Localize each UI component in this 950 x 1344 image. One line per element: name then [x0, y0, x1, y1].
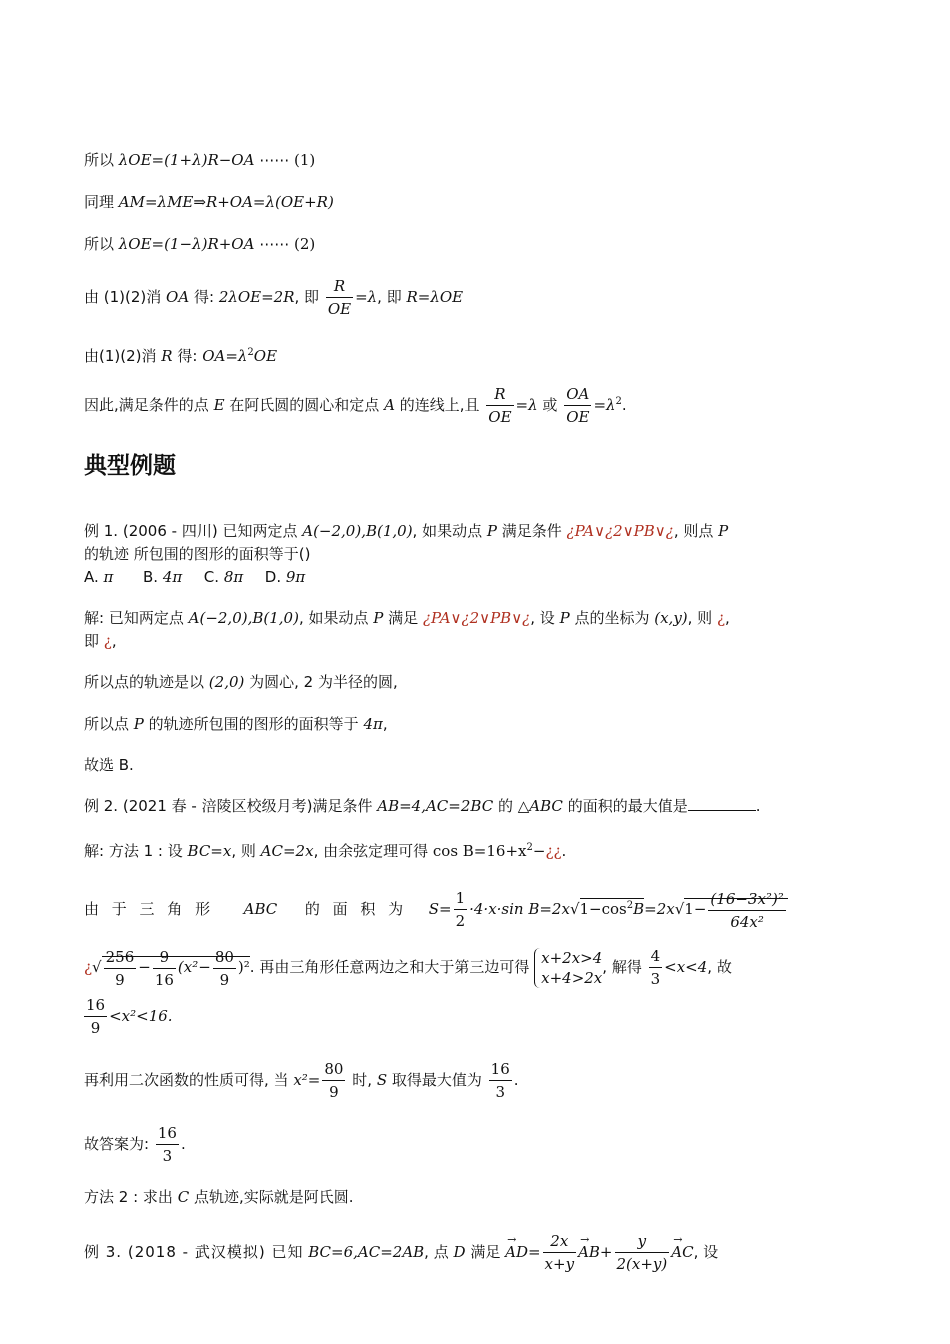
numerator: 1: [454, 887, 468, 910]
text: 在阿氏圆的圆心和定点: [229, 396, 380, 414]
formula: OE: [253, 347, 278, 365]
formula: <x²<16.: [109, 1007, 173, 1025]
text: 故答案为:: [84, 1135, 150, 1153]
formula: BC=6,AC=2AB: [308, 1243, 425, 1261]
denominator: x+y: [544, 1255, 575, 1273]
formula: =λ: [593, 396, 616, 414]
text: 所以点: [84, 715, 130, 733]
derivation-line-2: [84, 191, 866, 213]
formula: A(−2,0),B(1,0): [188, 609, 299, 627]
formula: ABC: [243, 900, 278, 918]
radical-sign: √: [674, 900, 685, 918]
denominator: 9: [90, 1019, 101, 1037]
text: ,: [382, 715, 388, 733]
formula: ¿: [716, 609, 726, 627]
option-a-label: A.: [84, 568, 99, 586]
denominator: 9: [115, 970, 125, 989]
text: , 则点: [673, 522, 714, 540]
numerator: 9: [153, 946, 176, 969]
formula: <x<4: [664, 958, 708, 976]
equation-label: ⋯⋯ (1): [259, 151, 316, 169]
fraction: [649, 945, 663, 990]
superscript: 2: [526, 842, 533, 853]
text: 所以点的轨迹是以: [84, 673, 205, 691]
numerator: R: [486, 383, 513, 406]
numerator: (16−3x²)²: [708, 888, 785, 911]
solution-label: 解:: [84, 609, 105, 627]
formula: AC=2x: [260, 842, 314, 860]
text: 例 3. (2018 - 武汉模拟) 已知: [84, 1243, 304, 1261]
superscript: 2: [626, 900, 634, 911]
solution-2-max-line: [84, 1058, 866, 1103]
formula: ¿PA∨¿2∨PB∨¿: [422, 609, 531, 627]
solution-1-line-3: [84, 671, 866, 693]
vector: → AB: [578, 1229, 600, 1275]
vector: → AD: [505, 1229, 528, 1275]
formula: BC=x: [187, 842, 232, 860]
formula: AB=4,AC=2BC: [377, 797, 494, 815]
radical-sign: √: [92, 958, 102, 976]
answer-blank: [688, 796, 756, 811]
option-d-value: 9π: [285, 568, 306, 586]
solution-label: 解:: [84, 842, 105, 860]
formula: B: [633, 900, 645, 918]
text: , 设: [530, 609, 555, 627]
text: , 即: [294, 288, 320, 306]
text: , 则: [231, 842, 256, 860]
fraction: [543, 1230, 577, 1275]
text: 因此,满足条件的点: [84, 396, 209, 414]
text: 的: [497, 797, 513, 815]
solution-1-line-4: [84, 713, 866, 735]
text: 由 于 三 角 形: [84, 900, 215, 918]
denominator: 2(x+y): [616, 1255, 668, 1273]
text: ,: [111, 632, 117, 650]
formula: x²=: [293, 1071, 321, 1089]
superscript: 2: [247, 347, 254, 358]
formula: R: [161, 347, 173, 365]
denominator: 3: [495, 1083, 505, 1101]
option-b-value: 4π: [162, 568, 183, 586]
formula: =λ: [515, 396, 538, 414]
option-c-value: 8π: [223, 568, 244, 586]
option-d-label: D.: [264, 568, 282, 586]
solution-2-method-2: [84, 1186, 866, 1208]
inequality: x+2x>4: [541, 948, 603, 967]
text: 所以: [84, 235, 115, 253]
text: 点的坐标为: [574, 609, 650, 627]
formula: cos B=16+x: [432, 842, 527, 860]
formula: −: [532, 842, 546, 860]
text: .: [755, 797, 761, 815]
text: 由 (1)(2)消: [84, 288, 162, 306]
formula: =: [527, 1243, 541, 1261]
example-1-options: [84, 566, 866, 588]
text: 的轨迹所包围的图形的面积等于: [148, 715, 359, 733]
text: 时,: [352, 1071, 373, 1089]
text: 得:: [177, 347, 198, 365]
fraction: [156, 1122, 179, 1167]
formula: +: [599, 1243, 613, 1261]
text: 的连线上,且: [399, 396, 480, 414]
solution-2-radical-line: [84, 944, 866, 991]
radicand: [102, 947, 250, 989]
formula: ¿PA∨¿2∨PB∨¿: [566, 522, 674, 540]
formula: λOE=(1−λ)R+OA: [118, 235, 255, 253]
text: , 故: [707, 958, 732, 976]
section-heading: 典型例题: [84, 453, 176, 479]
radicand: [684, 889, 788, 931]
equation-label: ⋯⋯ (2): [259, 235, 316, 253]
text: 所以: [84, 151, 115, 169]
formula: S=: [428, 900, 452, 918]
text: 由(1)(2)消: [84, 347, 157, 365]
text: 的面积的最大值是: [567, 797, 688, 815]
text: 即: [84, 632, 100, 650]
option-a-value: π: [103, 568, 114, 586]
text: .: [561, 842, 567, 860]
text: .: [180, 1135, 186, 1153]
example-2-line: [84, 795, 866, 817]
text: 或: [542, 396, 558, 414]
denominator: 3: [650, 970, 661, 988]
solution-1-line-5: 故选 B.: [84, 756, 134, 774]
fraction: [615, 1230, 670, 1275]
text: 例 2. (2021 春 - 涪陵区校级月考)满足条件: [84, 797, 373, 815]
example-1-line-1: [84, 520, 866, 542]
text: , 设: [693, 1243, 719, 1261]
formula: =λ: [355, 288, 378, 306]
inequality-system: [534, 948, 602, 988]
derivation-line-3: [84, 233, 866, 255]
text: ,: [725, 609, 730, 627]
fraction: [489, 1058, 512, 1103]
formula: P: [718, 522, 729, 540]
formula: P: [133, 715, 144, 733]
fraction: [153, 946, 176, 991]
formula: OA=λ: [202, 347, 248, 365]
text: , 则: [687, 609, 713, 627]
text: , 如果动点: [298, 609, 369, 627]
numerator: 256: [104, 946, 137, 969]
solution-2-answer-line: [84, 1122, 866, 1167]
formula: D: [453, 1243, 466, 1261]
text: 同理: [84, 193, 115, 211]
inequality: x+4>2x: [541, 968, 603, 987]
derivation-line-1: [84, 149, 866, 171]
formula: C: [177, 1188, 190, 1206]
formula: A(−2,0),B(1,0): [302, 522, 413, 540]
text: 满足条件: [501, 522, 562, 540]
formula: P: [559, 609, 570, 627]
derivation-line-6: [84, 383, 866, 428]
formula: ¿: [84, 958, 93, 976]
formula: P: [486, 522, 497, 540]
formula: 1−cos: [579, 900, 627, 918]
solution-1-line-1: [84, 607, 866, 629]
numerator: 16: [156, 1122, 179, 1145]
fraction: [104, 946, 137, 991]
option-c-label: C.: [203, 568, 220, 586]
fraction: [564, 383, 591, 428]
text: 再利用二次函数的性质可得, 当: [84, 1071, 289, 1089]
radicand: [580, 898, 645, 918]
solution-1-line-2: [84, 630, 866, 652]
solution-2-range-line: [84, 994, 866, 1039]
text: 方法 1 : 设: [108, 842, 183, 860]
option-b-label: B.: [142, 568, 159, 586]
fraction: [84, 994, 107, 1039]
text: 方法 2 : 求出: [84, 1188, 173, 1206]
numerator: 16: [489, 1058, 512, 1081]
vector: → AC: [671, 1229, 693, 1275]
numerator: 80: [213, 946, 236, 969]
derivation-line-5: [84, 342, 866, 367]
text: 例 1. (2006 - 四川) 已知两定点: [84, 522, 298, 540]
numerator: 2x: [543, 1230, 577, 1253]
formula: R=λOE: [406, 288, 464, 306]
formula: 2λOE=2R: [218, 288, 295, 306]
text: .: [513, 1071, 519, 1089]
formula: 4π: [363, 715, 383, 733]
text: , 由余弦定理可得: [313, 842, 429, 860]
fraction: [322, 1058, 345, 1103]
text: 满足: [470, 1243, 501, 1261]
text: 的 面 积 为: [304, 900, 408, 918]
text: 得:: [193, 288, 215, 306]
denominator: 64x²: [730, 912, 764, 931]
text: , 即: [377, 288, 402, 306]
derivation-line-4: [84, 275, 866, 320]
formula: ¿: [103, 632, 112, 650]
denominator: 9: [329, 1083, 339, 1101]
text: 点轨迹,实际就是阿氏圆.: [193, 1188, 354, 1206]
denominator: 3: [162, 1147, 173, 1165]
fraction: [213, 946, 236, 991]
formula: λOE=(1+λ)R−OA: [118, 151, 255, 169]
text: 取得最大值为: [391, 1071, 482, 1089]
text: , 如果动点: [412, 522, 483, 540]
formula: S: [376, 1071, 388, 1089]
formula: (x²−: [177, 958, 211, 976]
solution-2-line-1: [84, 837, 866, 862]
text: 满足: [388, 609, 419, 627]
numerator: 80: [322, 1058, 345, 1081]
text: 为圆心, 2 为半径的圆,: [249, 673, 398, 691]
example-1-line-2: 的轨迹 所包围的图形的面积等于(): [84, 545, 311, 563]
superscript: 2: [615, 396, 622, 407]
denominator: 9: [219, 970, 230, 989]
formula: AM=λME⇒R+OA=λ(OE+R): [118, 193, 334, 211]
numerator: OA: [564, 383, 591, 406]
text: . 再由三角形任意两边之和大于第三边可得: [249, 958, 530, 976]
text: , 解得: [602, 958, 642, 976]
fraction: [708, 888, 785, 933]
formula: 1−: [684, 900, 707, 918]
formula: ¿¿: [545, 842, 562, 860]
text: 已知两定点: [108, 609, 184, 627]
denominator: OE: [488, 408, 512, 426]
formula: −: [138, 958, 151, 976]
formula: △ABC: [517, 797, 563, 815]
example-3-line: [84, 1229, 866, 1275]
fraction: [326, 275, 353, 320]
numerator: y: [615, 1230, 670, 1253]
formula: E: [213, 396, 225, 414]
fraction: [486, 383, 513, 428]
denominator: 16: [154, 970, 174, 989]
formula: A: [384, 396, 395, 414]
formula: ·4·x·sin B=2x: [469, 900, 570, 918]
fraction: [454, 887, 468, 932]
denominator: 2: [455, 912, 466, 930]
formula: =2x: [644, 900, 675, 918]
radical-sign: √: [569, 900, 580, 918]
solution-2-area-line: [84, 884, 866, 933]
text: , 点: [424, 1243, 449, 1261]
formula: P: [373, 609, 384, 627]
numerator: R: [326, 275, 353, 298]
formula: (x,y): [654, 609, 688, 627]
formula: (2,0): [208, 673, 245, 691]
formula: OA: [166, 288, 190, 306]
text: .: [621, 396, 627, 414]
denominator: OE: [566, 408, 590, 426]
numerator: 16: [84, 994, 107, 1017]
denominator: OE: [327, 300, 352, 318]
formula: )²: [237, 958, 250, 976]
numerator: 4: [649, 945, 663, 968]
